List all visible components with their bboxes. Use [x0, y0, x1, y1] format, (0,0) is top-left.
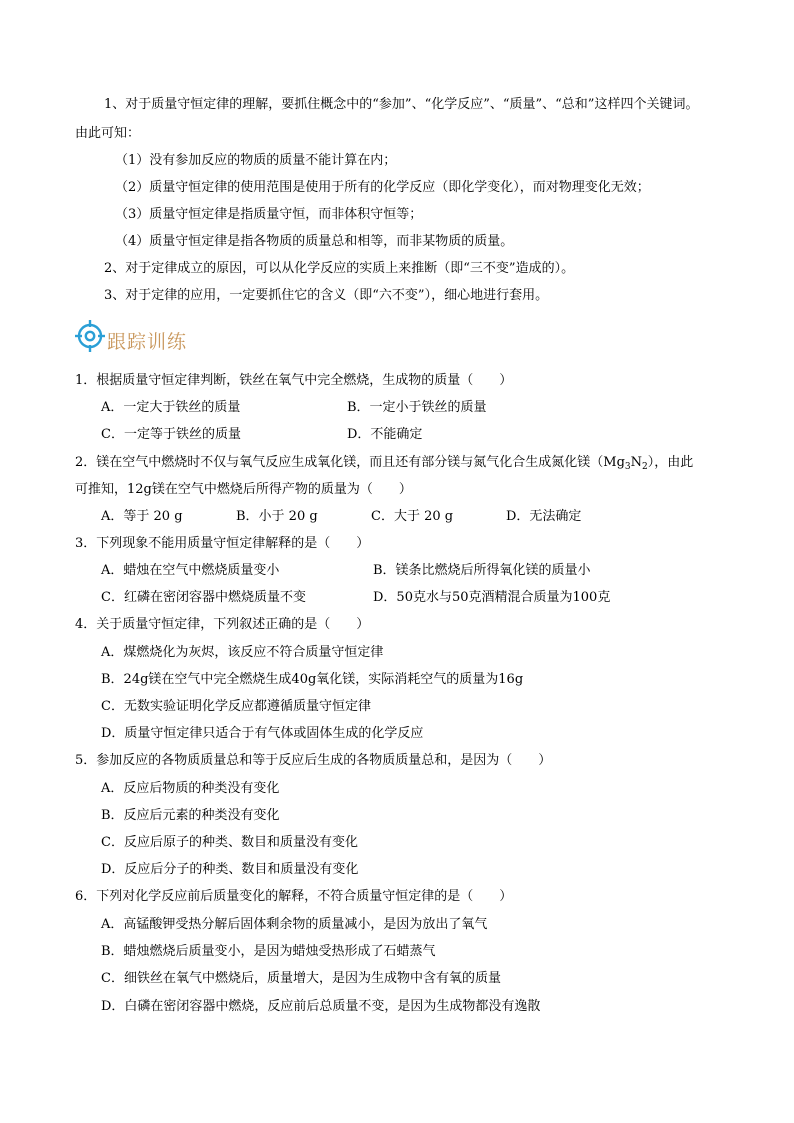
question-6-stem: 6．下列对化学反应前后质量变化的解释，不符合质量守恒定律的是（ ） — [75, 889, 513, 904]
question-2-stem — [75, 454, 693, 473]
question-6-option-b: B．蜡烛燃烧后质量变小，是因为蜡烛受热形成了石蜡蒸气 — [101, 944, 436, 959]
question-2-option-c: C．大于 20 g — [371, 509, 454, 524]
question-2-option-b: B．小于 20 g — [236, 509, 318, 524]
section-heading — [75, 316, 187, 356]
question-2-stem-end: ），由此 — [647, 455, 694, 470]
question-2-stem-text: 2．镁在空气中燃烧时不仅与氧气反应生成氧化镁，而且还有部分镁与氮气化合生成氮化镁（Mg — [75, 455, 625, 470]
intro-item-3: （3）质量守恒定律是指质量守恒，而非体积守恒等； — [115, 207, 423, 222]
question-2-subscript-2: 2 — [642, 462, 648, 472]
question-1-option-a: A．一定大于铁丝的质量 — [101, 400, 241, 415]
question-1-option-b: B．一定小于铁丝的质量 — [347, 400, 487, 415]
question-2-subscript-1: 3 — [624, 462, 631, 472]
question-5-stem: 5．参加反应的各物质质量总和等于反应后生成的各物质质量总和，是因为（ ） — [75, 753, 552, 768]
intro-item-2: （2）质量守恒定律的使用范围是使用于所有的化学反应（即化学变化），而对物理变化无效； — [115, 180, 650, 195]
question-1-option-c: C．一定等于铁丝的质量 — [101, 427, 241, 442]
question-3-option-d: D．50克水与50克酒精混合质量为100克 — [373, 590, 611, 605]
question-2-stem-mid: N — [630, 455, 643, 470]
question-5-option-a: A．反应后物质的种类没有变化 — [101, 781, 280, 796]
question-6-option-a: A．高锰酸钾受热分解后固体剩余物的质量减小，是因为放出了氧气 — [101, 917, 488, 932]
question-4-stem: 4．关于质量守恒定律，下列叙述正确的是（ ） — [75, 617, 370, 632]
question-1-option-d: D．不能确定 — [347, 427, 423, 442]
question-3-option-a: A．蜡烛在空气中燃烧质量变小 — [101, 563, 280, 578]
intro-paragraph-2: 2、对于定律成立的原因，可以从化学反应的实质上来推断（即“三不变”造成的）。 — [104, 261, 575, 276]
question-4-option-d: D．质量守恒定律只适合于有气体或固体生成的化学反应 — [101, 726, 424, 741]
question-2-option-a: A．等于 20 g — [101, 509, 183, 524]
question-5-option-b: B．反应后元素的种类没有变化 — [101, 808, 280, 823]
question-3-option-b: B．镁条比燃烧后所得氧化镁的质量小 — [373, 563, 591, 578]
question-2-stem-cont: 可推知，12g镁在空气中燃烧后所得产物的质量为（ ） — [75, 482, 412, 497]
question-6-option-d: D．白磷在密闭容器中燃烧，反应前后总质量不变，是因为生成物都没有逸散 — [101, 999, 541, 1014]
question-3-option-c: C．红磷在密闭容器中燃烧质量不变 — [101, 590, 306, 605]
question-4-option-b: B．24g镁在空气中完全燃烧生成40g氧化镁，实际消耗空气的质量为16g — [101, 672, 524, 687]
target-icon — [75, 319, 105, 353]
intro-item-1: （1）没有参加反应的物质的质量不能计算在内； — [115, 153, 397, 168]
question-6-option-c: C．细铁丝在氧气中燃烧后，质量增大，是因为生成物中含有氧的质量 — [101, 971, 501, 986]
section-title: 跟踪训练 — [107, 330, 188, 353]
question-1-stem: 1．根据质量守恒定律判断，铁丝在氧气中完全燃烧，生成物的质量（ ） — [75, 373, 513, 388]
intro-paragraph-1: 1、对于质量守恒定律的理解，要抓住概念中的“参加”、“化学反应”、“质量”、“总和”这样四个关键词。 — [104, 97, 699, 112]
intro-paragraph-1-cont: 由此可知： — [75, 126, 141, 141]
intro-paragraph-3: 3、对于定律的应用，一定要抓住它的含义（即“六不变”），细心地进行套用。 — [104, 288, 549, 303]
question-3-stem: 3．下列现象不能用质量守恒定律解释的是（ ） — [75, 536, 370, 551]
question-2-option-d: D．无法确定 — [506, 509, 582, 524]
question-5-option-d: D．反应后分子的种类、数目和质量没有变化 — [101, 862, 359, 877]
question-4-option-a: A．煤燃烧化为灰烬，该反应不符合质量守恒定律 — [101, 645, 384, 660]
intro-item-4: （4）质量守恒定律是指各物质的质量总和相等，而非某物质的质量。 — [115, 234, 514, 249]
question-4-option-c: C．无数实验证明化学反应都遵循质量守恒定律 — [101, 699, 371, 714]
question-5-option-c: C．反应后原子的种类、数目和质量没有变化 — [101, 835, 358, 850]
